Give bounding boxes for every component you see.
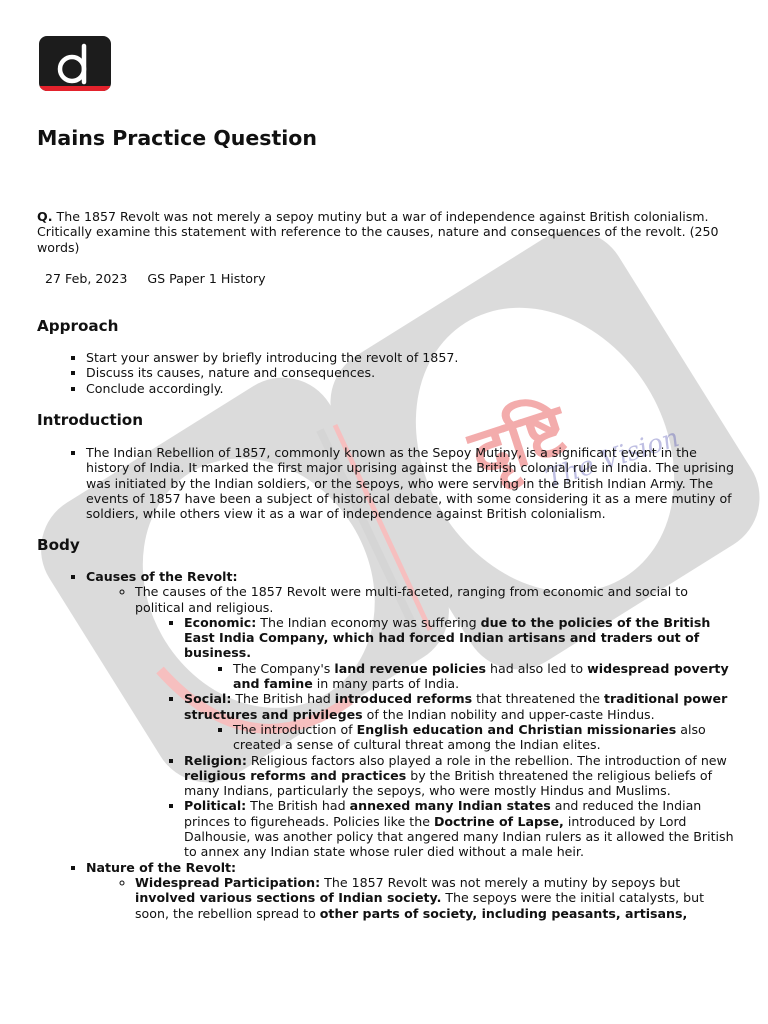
bold-span: land revenue policies: [334, 660, 487, 676]
question-text: [37, 209, 737, 255]
economic-sublist: [184, 661, 736, 692]
bold-span: traditional power structures and privileges: [184, 691, 728, 722]
list-item: [135, 875, 736, 921]
list-item: [233, 661, 736, 692]
causes-item: [86, 569, 736, 860]
watermark-hindi-text: दृष्टि: [460, 387, 577, 496]
bold-span: other parts of society, including peasants, artisans,: [319, 905, 688, 921]
list-item: [135, 584, 736, 859]
introduction-list: [86, 445, 736, 521]
bold-span: introduced reforms: [334, 691, 473, 707]
political-label: Political:: [184, 798, 247, 814]
text-span: also created a sense of cultural threat among the Indian elites.: [233, 721, 706, 753]
bold-span: religious reforms and practices: [184, 767, 407, 783]
body-list: [86, 569, 736, 921]
bold-span: involved various sections of Indian society.: [135, 890, 442, 906]
list-item: ▪ The Indian Rebellion of 1857, commonly known as the Sepoy Mutiny, is a significant event in the history of India. It marked the first major uprising against the British colonial rule in India. The uprising was initiated by the Indian soldiers, or the sepoys, who were serving in the British Indian Army. The events of 1857 have been a subject of historical debate, with some considering it as a mere mutiny of soldiers, while others view it as a war of independence against British colonialism.: [86, 445, 736, 521]
text-span: The sepoys were the initial catalysts, but soon, the rebellion spread to: [135, 890, 705, 921]
causes-sublist: [86, 584, 736, 859]
approach-list: [86, 350, 736, 396]
text-span: had also led to: [486, 660, 588, 676]
causes-label: Causes of the Revolt:: [86, 569, 238, 584]
social-item: [184, 691, 736, 752]
causes-detail-list: [135, 615, 736, 860]
religion-label: Religion:: [184, 752, 247, 768]
list-item: ▪ Discuss its causes, nature and consequences.: [86, 365, 736, 380]
introduction-heading: Introduction: [37, 411, 144, 429]
bold-span: widespread poverty and famine: [233, 660, 729, 692]
nature-sublist: [86, 875, 736, 921]
political-item: [184, 798, 736, 859]
text-span: and reduced the Indian princes to figureheads. Policies like the: [184, 798, 702, 829]
text-span: The 1857 Revolt was not merely a mutiny by sepoys but: [320, 874, 681, 890]
question-body: The 1857 Revolt was not merely a sepoy mutiny but a war of independence against British colonialism. Critically examine this statement with reference to the causes, nature and consequences of the revolt. (250 words): [37, 209, 719, 255]
economic-item: [184, 615, 736, 691]
list-item: [233, 722, 736, 753]
logo-accent-bar: [39, 86, 111, 91]
text-span: The British had: [231, 691, 335, 707]
text-span: by the British threatened the religious beliefs of many Indians, particularly the sepoys, who were mostly Hindus and Muslims.: [184, 767, 713, 799]
drishti-logo[interactable]: [39, 36, 111, 91]
text-span: that threatened the: [472, 691, 605, 707]
text-span: Religious factors also played a role in the rebellion. The introduction of new: [246, 752, 727, 768]
nature-item: [86, 860, 736, 921]
text-span: in many parts of India.: [312, 676, 460, 692]
text-span: The introduction of: [233, 721, 357, 737]
list-item: ▪ Conclude accordingly.: [86, 381, 736, 396]
watermark-latin-text: The Vision: [542, 422, 683, 495]
list-item: ▪ Start your answer by briefly introducing the revolt of 1857.: [86, 350, 736, 365]
nature-label: Nature of the Revolt:: [86, 859, 237, 875]
text-span: of the Indian nobility and upper-caste Hindus.: [362, 706, 655, 722]
d-logo-icon: [39, 36, 111, 91]
bold-span: English education and Christian missionaries: [356, 721, 677, 737]
approach-heading: Approach: [37, 317, 119, 335]
question-meta: [45, 271, 266, 286]
social-sublist: [184, 722, 736, 753]
question-prefix: Q.: [37, 209, 53, 224]
bold-span: due to the policies of the British East India Company, which had forced Indian artisans and traders out of business.: [184, 614, 711, 661]
causes-intro: The causes of the 1857 Revolt were multi-faceted, ranging from economic and social to political and religious.: [135, 584, 688, 615]
text-span: The British had: [246, 798, 350, 814]
social-label: Social:: [184, 691, 232, 707]
bold-span: Doctrine of Lapse,: [433, 813, 564, 829]
question-paper[interactable]: GS Paper 1 History: [147, 271, 266, 286]
text-span: The Company's: [233, 660, 335, 676]
body-heading: Body: [37, 536, 80, 554]
question-date: 27 Feb, 2023: [45, 271, 128, 286]
page-title: Mains Practice Question: [37, 126, 317, 150]
text-span: The Indian economy was suffering: [256, 614, 481, 630]
text-span: introduced by Lord Dalhousie, was another policy that angered many Indian rulers as it allowed the British to annex any Indian state whose ruler died without a male heir.: [184, 813, 734, 860]
religion-item: [184, 753, 736, 799]
bold-span: annexed many Indian states: [349, 798, 551, 814]
participation-label: Widespread Participation:: [135, 874, 321, 890]
economic-label: Economic:: [184, 614, 257, 630]
